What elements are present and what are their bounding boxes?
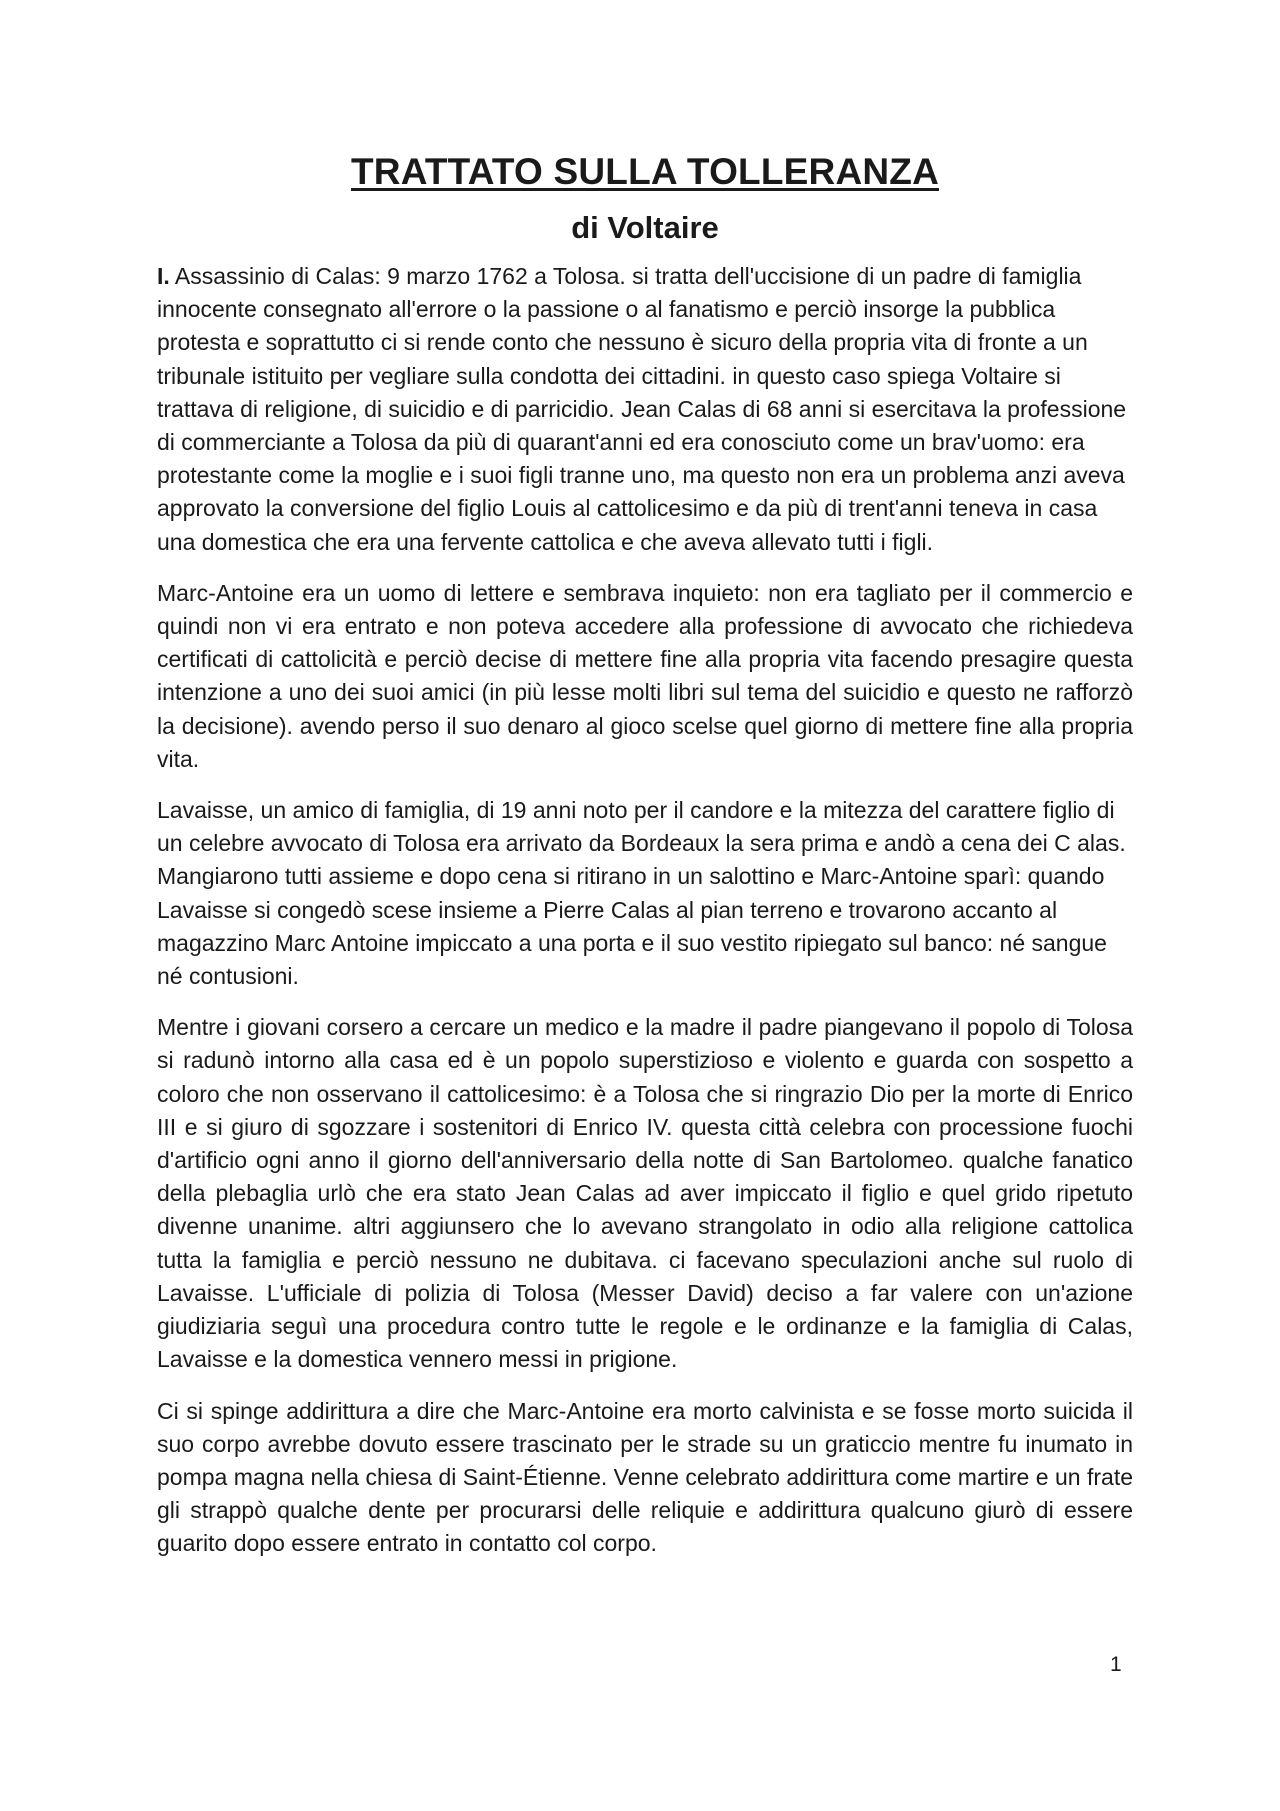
- paragraph-1-text: Assassinio di Calas: 9 marzo 1762 a Tolosa. si tratta dell'uccisione di un padre di famiglia innocente consegnato all'errore o la passione o al fanatismo e perciò insorge la pubblica protesta e soprattutto ci si rende conto che nessuno è sicuro della propria vita di fronte a un tribunale istituito per vegliare sulla condotta dei cittadini. in questo caso spiega Voltaire si trattava di religione, di suicidio e di parricidio. Jean Calas di 68 anni si esercitava la professione di commerciante a Tolosa da più di quarant'anni ed era conosciuto come un brav'uomo: era protestante come la moglie e i suoi figli tranne uno, ma questo non era un problema anzi aveva approvato la conversione del figlio Louis al cattolicesimo e da più di trent'anni teneva in casa una domestica che era una fervente cattolica e che aveva allevato tutti i figli.: [157, 263, 1127, 555]
- section-number: I.: [157, 263, 170, 289]
- paragraph-2: Marc-Antoine era un uomo di lettere e sembrava inquieto: non era tagliato per il commercio e quindi non vi era entrato e non poteva accedere alla professione di avvocato che richiedeva certificati di cattolicità e perciò decise di mettere fine alla propria vita facendo presagire questa intenzione a uno dei suoi amici (in più lesse molti libri sul tema del suicidio e questo ne rafforzò la decisione). avendo perso il suo denaro al gioco scelse quel giorno di mettere fine alla propria vita.: [157, 579, 1133, 772]
- paragraph-3: Lavaisse, un amico di famiglia, di 19 anni noto per il candore e la mitezza del carattere figlio di un celebre avvocato di Tolosa era arrivato da Bordeaux la sera prima e andò a cena dei C alas. Mangiarono tutti assieme e dopo cena si ritirano in un salottino e Marc-Antoine sparì: quando Lavaisse si congedò scese insieme a Pierre Calas al pian terreno e trovarono accanto al magazzino Marc Antoine impiccato a una porta e il suo vestito ripiegato sul banco: né sangue né contusioni.: [157, 797, 1126, 990]
- document-author: di Voltaire: [571, 210, 719, 245]
- page-number: 1: [1110, 1653, 1122, 1676]
- paragraph-1: [157, 260, 1133, 559]
- document-title: TRATTATO SULLA TOLLERANZA: [350, 151, 940, 192]
- document-page: [157, 150, 1133, 1579]
- paragraph-5: Ci si spinge addirittura a dire che Marc-Antoine era morto calvinista e se fosse morto suicida il suo corpo avrebbe dovuto essere trascinato per le strade su un graticcio mentre fu inumato in pompa magna nella chiesa di Saint-Étienne. Venne celebrato addirittura come martire e un frate gli strappò qualche dente per procurarsi delle reliquie e addirittura qualcuno giurò di essere guarito dopo essere entrato in contatto col corpo.: [157, 1397, 1133, 1557]
- paragraph-4: Mentre i giovani corsero a cercare un medico e la madre il padre piangevano il popolo di Tolosa si radunò intorno alla casa ed è un popolo superstizioso e violento e guarda con sospetto a coloro che non osservano il cattolicesimo: è a Tolosa che si ringrazio Dio per la morte di Enrico III e si giuro di sgozzare i sostenitori di Enrico IV. questa città celebra con processione fuochi d'artificio ogni anno il giorno dell'anniversario della notte di San Bartolomeo. qualche fanatico della plebaglia urlò che era stato Jean Calas ad aver impiccato il figlio e quel grido ripetuto divenne unanime. altri aggiunsero che lo avevano strangolato in odio alla religione cattolica tutta la famiglia e perciò nessuno ne dubitava. ci facevano speculazioni anche sul ruolo di Lavaisse. L'ufficiale di polizia di Tolosa (Messer David) deciso a far valere con un'azione giudiziaria seguì una procedura contro tutte le regole e le ordinanze e la famiglia di Calas, Lavaisse e la domestica vennero messi in prigione.: [157, 1014, 1133, 1373]
